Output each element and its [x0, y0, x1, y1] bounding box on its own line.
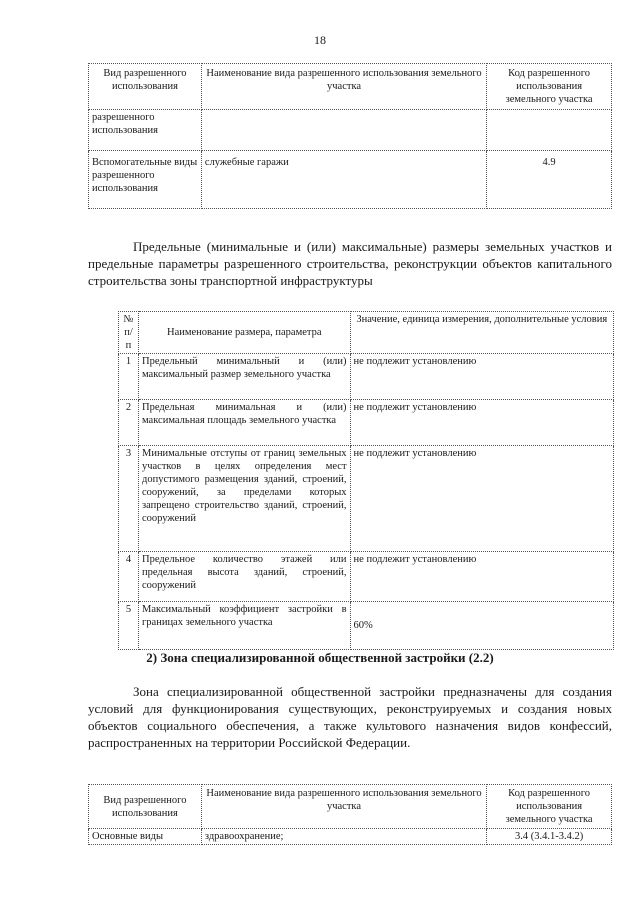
header-parameter-name: Наименование размера, параметра — [138, 312, 350, 354]
cell-number: 4 — [119, 552, 139, 602]
cell-use-name — [201, 110, 486, 151]
cell-use-code: 4.9 — [487, 151, 612, 209]
cell-parameter-value: не подлежит установлению — [350, 400, 613, 446]
permitted-use-table-specialized — [88, 784, 612, 845]
cell-parameter-name: Минимальные отступы от границ земельных участков в целях определения мест допустимого размещения зданий, строений, сооружений, за пределами которых запрещено строительство зданий, строений, сооружений — [138, 446, 350, 552]
table-header-row — [89, 64, 612, 110]
cell-use-type: разрешенного использования — [89, 110, 202, 151]
table-row — [119, 552, 614, 602]
header-use-name: Наименование вида разрешенного использования земельного участка — [201, 785, 486, 829]
cell-use-name: здравоохранение; — [201, 829, 486, 845]
header-parameter-value: Значение, единица измерения, дополнительные условия — [350, 312, 613, 354]
cell-parameter-name: Предельное количество этажей или предельная высота зданий, строений, сооружений — [138, 552, 350, 602]
cell-parameter-value: 60% — [350, 602, 613, 650]
zone-description-paragraph: Зона специализированной общественной застройки предназначены для создания условий для функционирования существующих, реконструируемых и создания новых объектов социального обеспечения, а также культового назначения видов конфессий, распространенных на территории Российской Федерации. — [88, 684, 612, 750]
permitted-use-table-transport — [88, 63, 612, 209]
cell-use-type: Вспомогательные виды разрешенного использования — [89, 151, 202, 209]
cell-use-code — [487, 110, 612, 151]
header-use-name: Наименование вида разрешенного использования земельного участка — [201, 64, 486, 110]
cell-parameter-value: не подлежит установлению — [350, 354, 613, 400]
table-row — [119, 354, 614, 400]
header-number: № п/п — [119, 312, 139, 354]
page-number: 18 — [314, 33, 326, 47]
table-row — [119, 400, 614, 446]
header-use-type: Вид разрешенного использования — [89, 64, 202, 110]
table-row — [119, 602, 614, 650]
table-header-row — [89, 785, 612, 829]
table-row — [89, 110, 612, 151]
cell-number: 3 — [119, 446, 139, 552]
cell-use-name: служебные гаражи — [201, 151, 486, 209]
table-row — [119, 446, 614, 552]
header-use-type: Вид разрешенного использования — [89, 785, 202, 829]
cell-parameter-value: не подлежит установлению — [350, 446, 613, 552]
cell-parameter-name: Предельная минимальная и (или) максимальная площадь земельного участка — [138, 400, 350, 446]
header-use-code: Код разрешенного использования земельного участка — [487, 785, 612, 829]
cell-parameter-name: Предельный минимальный и (или) максимальный размер земельного участка — [138, 354, 350, 400]
cell-number: 1 — [119, 354, 139, 400]
cell-parameter-name: Максимальный коэффициент застройки в границах земельного участка — [138, 602, 350, 650]
parameters-intro-paragraph: Предельные (минимальные и (или) максимальные) размеры земельных участков и предельные параметры разрешенного строительства, реконструкции объектов капитального строительства зоны транспортной инфраструктуры — [88, 239, 612, 288]
section-heading: 2) Зона специализированной общественной застройки (2.2) — [146, 650, 494, 665]
cell-number: 2 — [119, 400, 139, 446]
header-use-code: Код разрешенного использования земельного участка — [487, 64, 612, 110]
table-header-row — [119, 312, 614, 354]
cell-use-type: Основные виды — [89, 829, 202, 845]
table-row — [89, 151, 612, 209]
cell-use-code: 3.4 (3.4.1-3.4.2) — [487, 829, 612, 845]
cell-parameter-value: не подлежит установлению — [350, 552, 613, 602]
parameters-table — [118, 311, 614, 650]
table-row — [89, 829, 612, 845]
cell-number: 5 — [119, 602, 139, 650]
